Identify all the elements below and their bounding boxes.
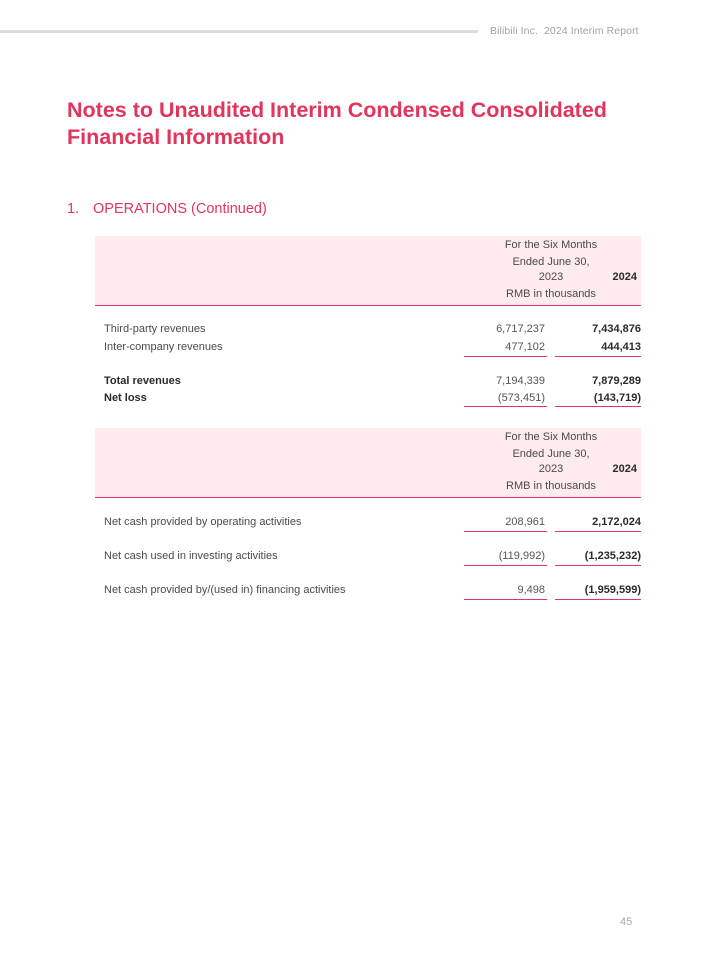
row-value-2024: (143,719) <box>593 392 641 404</box>
row-value-2023: 7,194,339 <box>496 375 545 387</box>
row-label: Inter-company revenues <box>104 341 223 353</box>
table1-header <box>95 236 641 306</box>
row-label: Total revenues <box>104 375 181 387</box>
row-value-2024: 2,172,024 <box>592 516 641 528</box>
header-rule <box>0 30 478 33</box>
table-row <box>104 375 641 392</box>
table2-period-line1: For the Six Months <box>504 431 598 443</box>
row-value-2024: 444,413 <box>601 341 641 353</box>
row-value-2024: 7,434,876 <box>592 323 641 335</box>
row-value-2023: 9,498 <box>517 584 545 596</box>
row-value-2023: 208,961 <box>505 516 545 528</box>
row-underline-2024 <box>555 565 641 566</box>
header-report: 2024 Interim Report <box>543 25 639 37</box>
total-underline-2023 <box>464 406 547 407</box>
table2-year-2024: 2024 <box>612 463 637 475</box>
table2-header <box>95 428 641 498</box>
running-header <box>490 25 639 37</box>
row-value-2023: 477,102 <box>505 341 545 353</box>
page-title: Notes to Unaudited Interim Condensed Consolidated Financial Information <box>67 98 607 149</box>
subtotal-underline-2024 <box>555 356 641 357</box>
table-row <box>104 323 641 340</box>
row-underline-2023 <box>464 565 547 566</box>
table2-period-line2: Ended June 30, <box>512 448 590 460</box>
row-value-2023: 6,717,237 <box>496 323 545 335</box>
row-value-2024: 7,879,289 <box>592 375 641 387</box>
row-value-2024: (1,959,599) <box>584 584 641 596</box>
table1-period-line2: Ended June 30, <box>512 256 590 268</box>
row-underline-2024 <box>555 599 641 600</box>
section-number: 1. <box>67 201 80 217</box>
section-title: OPERATIONS (Continued) <box>93 201 267 217</box>
row-underline-2023 <box>464 531 547 532</box>
row-value-2023: (573,451) <box>497 392 545 404</box>
total-underline-2024 <box>555 406 641 407</box>
table1-period-line1: For the Six Months <box>504 239 598 251</box>
table2-unit: RMB in thousands <box>506 480 596 492</box>
table1-unit: RMB in thousands <box>506 288 596 300</box>
row-underline-2023 <box>464 599 547 600</box>
table1-year-2023: 2023 <box>538 271 564 283</box>
row-label: Net loss <box>104 392 147 404</box>
row-value-2023: (119,992) <box>498 550 545 562</box>
row-label: Net cash used in investing activities <box>104 550 278 562</box>
table1-year-2024: 2024 <box>612 271 637 283</box>
page-number: 45 <box>620 916 633 928</box>
section-heading <box>67 201 267 217</box>
header-company: Bilibili Inc. <box>490 25 538 37</box>
row-label: Net cash provided by/(used in) financing activities <box>104 584 346 596</box>
row-value-2024: (1,235,232) <box>584 550 641 562</box>
row-label: Net cash provided by operating activities <box>104 516 302 528</box>
row-underline-2024 <box>555 531 641 532</box>
row-label: Third-party revenues <box>104 323 206 335</box>
table2-year-2023: 2023 <box>538 463 564 475</box>
subtotal-underline-2023 <box>464 356 547 357</box>
